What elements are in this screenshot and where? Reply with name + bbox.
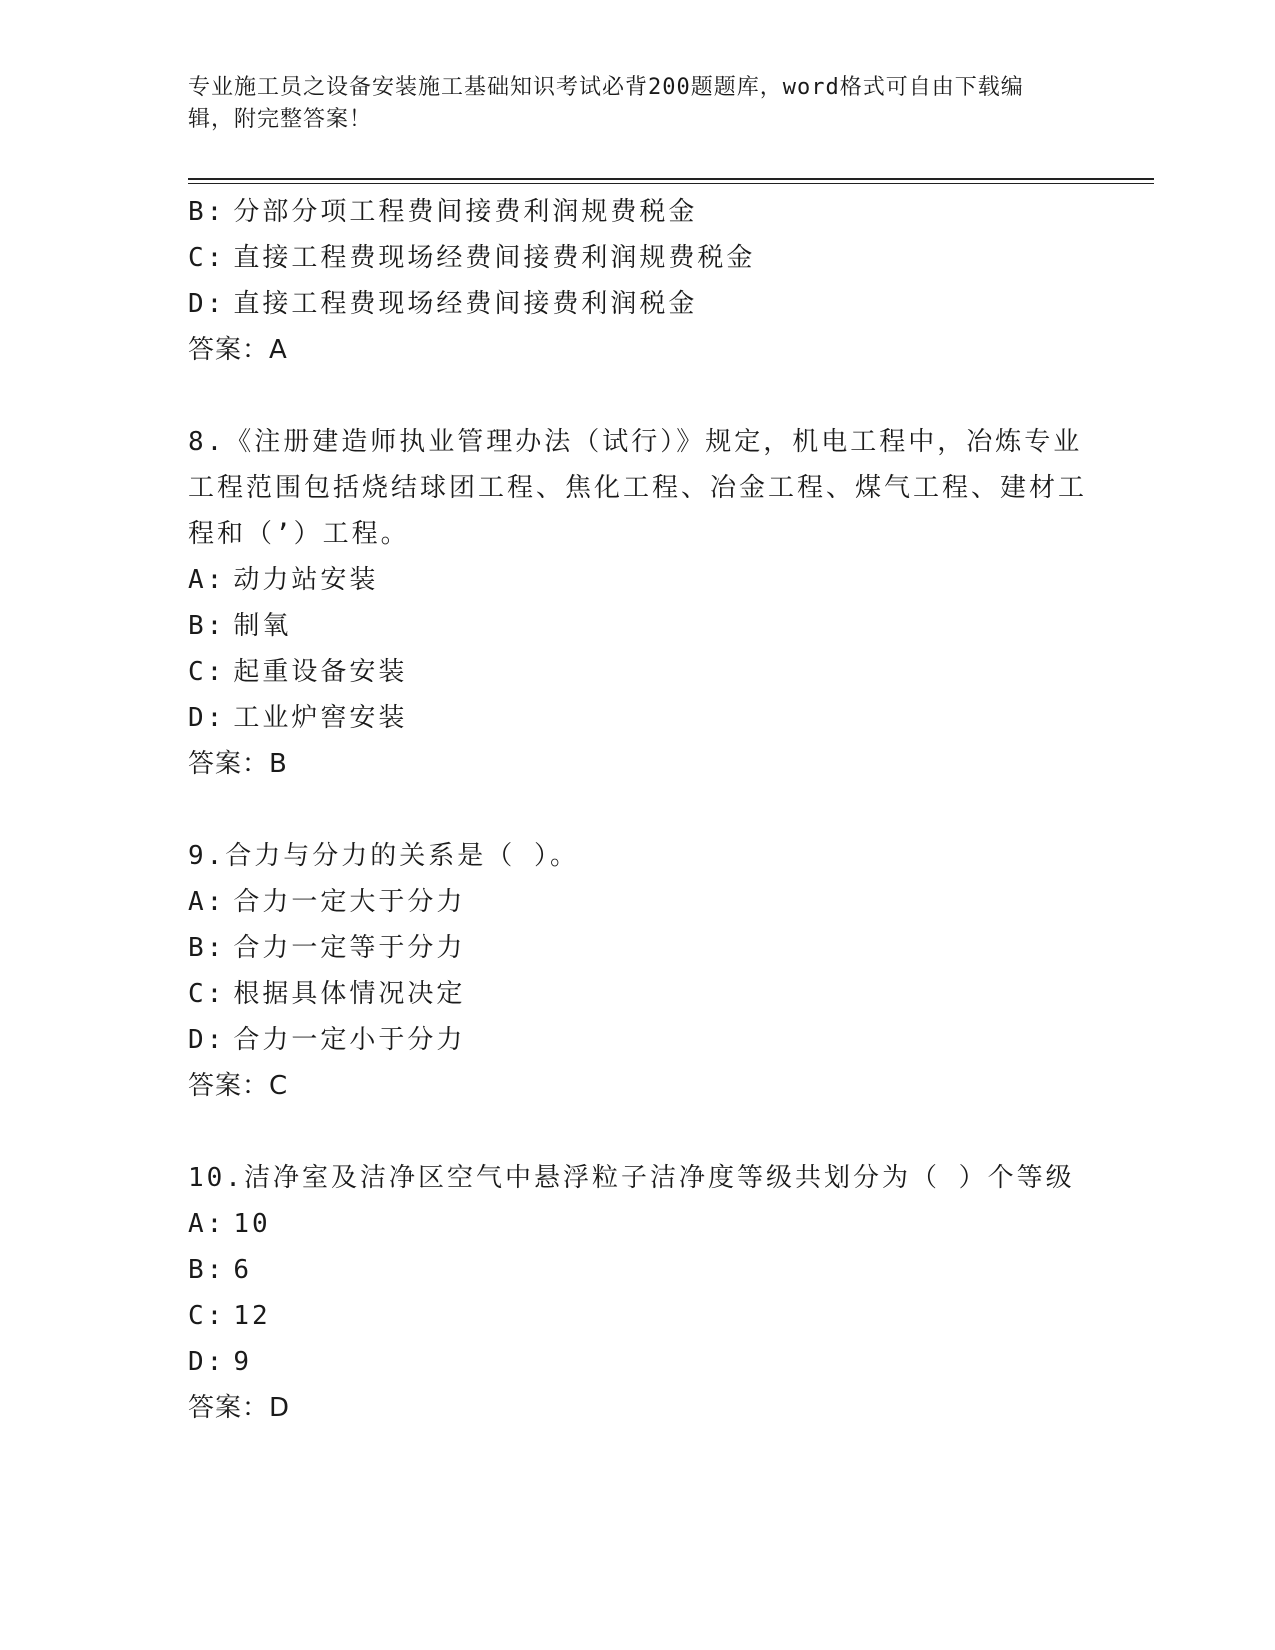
option-text: 制氧	[233, 611, 292, 641]
spacer	[188, 373, 1088, 419]
option-text: 6	[233, 1255, 252, 1285]
answer-line: 答案：D	[188, 1393, 291, 1423]
question-9	[188, 833, 1088, 1109]
option-text: 合力一定大于分力	[233, 887, 466, 917]
option-item	[188, 557, 1088, 603]
option-item	[188, 879, 1088, 925]
option-letter: C:	[188, 657, 226, 687]
option-text: 根据具体情况决定	[233, 979, 466, 1009]
question-8	[188, 419, 1088, 787]
option-item	[188, 1247, 1088, 1293]
option-letter: D:	[188, 703, 226, 733]
option-letter: A:	[188, 887, 226, 917]
option-text: 12	[233, 1301, 271, 1331]
option-item	[188, 925, 1088, 971]
option-text: 合力一定等于分力	[233, 933, 466, 963]
option-item	[188, 603, 1088, 649]
document-title: 专业施工员之设备安装施工基础知识考试必背200题题库，word格式可自由下载编辑，附完整答案！	[188, 75, 1024, 132]
option-item	[188, 649, 1088, 695]
option-text: 9	[233, 1347, 252, 1377]
option-letter: C:	[188, 979, 226, 1009]
question-10	[188, 1155, 1088, 1431]
option-text: 10	[233, 1209, 271, 1239]
option-item	[188, 695, 1088, 741]
option-item	[188, 235, 1088, 281]
option-text: 合力一定小于分力	[233, 1025, 466, 1055]
option-item	[188, 189, 1088, 235]
option-letter: B:	[188, 933, 226, 963]
header-divider-thick	[188, 178, 1154, 180]
option-letter: D:	[188, 289, 226, 319]
option-text: 直接工程费现场经费间接费利润规费税金	[233, 243, 756, 273]
option-letter: B:	[188, 611, 226, 641]
option-item	[188, 1339, 1088, 1385]
answer-line: 答案：B	[188, 749, 288, 779]
option-letter: A:	[188, 1209, 226, 1239]
option-letter: C:	[188, 1301, 226, 1331]
option-letter: D:	[188, 1025, 226, 1055]
answer-line: 答案：C	[188, 1071, 289, 1101]
option-letter: D:	[188, 1347, 226, 1377]
header-divider-thin	[188, 183, 1154, 184]
option-text: 直接工程费现场经费间接费利润税金	[233, 289, 698, 319]
option-text: 动力站安装	[233, 565, 379, 595]
option-item	[188, 1201, 1088, 1247]
question-7-continuation	[188, 189, 1088, 373]
option-item	[188, 971, 1088, 1017]
option-letter: C:	[188, 243, 226, 273]
answer-line: 答案：A	[188, 335, 288, 365]
option-text: 分部分项工程费间接费利润规费税金	[233, 197, 698, 227]
option-letter: B:	[188, 197, 226, 227]
spacer	[188, 1109, 1088, 1155]
option-text: 工业炉窖安装	[233, 703, 408, 733]
question-text: 9.合力与分力的关系是（ ）。	[188, 841, 579, 871]
option-text: 起重设备安装	[233, 657, 408, 687]
option-letter: A:	[188, 565, 226, 595]
spacer	[188, 787, 1088, 833]
question-text: 10.洁净室及洁净区空气中悬浮粒子洁净度等级共划分为（ ）个等级	[188, 1163, 1075, 1193]
option-item	[188, 281, 1088, 327]
document-header	[188, 72, 1068, 136]
option-item	[188, 1293, 1088, 1339]
question-content	[188, 189, 1088, 1431]
option-letter: B:	[188, 1255, 226, 1285]
option-item	[188, 1017, 1088, 1063]
question-text: 8.《注册建造师执业管理办法（试行）》规定，机电工程中，冶炼专业工程范围包括烧结球团工程、焦化工程、冶金工程、煤气工程、建材工程和（’）工程。	[188, 427, 1088, 549]
